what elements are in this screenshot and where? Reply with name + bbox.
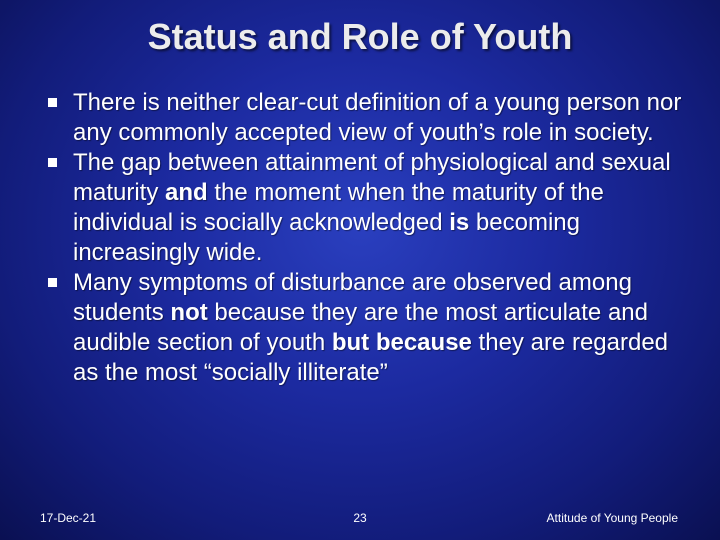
bullet-text: Many symptoms of disturbance are observed among students <box>73 269 632 326</box>
bullet-list <box>48 88 688 388</box>
square-bullet-icon <box>48 98 57 107</box>
bullet-item <box>48 148 688 268</box>
footer-presentation-title: Attitude of Young People <box>546 511 678 525</box>
square-bullet-icon <box>48 158 57 167</box>
bullet-text: There is neither clear-cut definition of a young person nor any commonly accepted view of youth’s role in society. <box>73 89 682 146</box>
bullet-emphasis: is <box>449 209 470 236</box>
slide-title: Status and Role of Youth <box>147 16 573 57</box>
square-bullet-icon <box>48 278 57 287</box>
bullet-text: The gap between attainment of physiological and sexual maturity <box>73 149 671 206</box>
bullet-emphasis: not <box>170 299 208 326</box>
footer-date: 17-Dec-21 <box>40 511 97 525</box>
bullet-item <box>48 88 688 148</box>
bullet-item <box>48 268 688 388</box>
bullet-emphasis: and <box>165 179 208 206</box>
bullet-text: the moment when the maturity of the individual is socially acknowledged <box>73 179 604 236</box>
bullet-text: they are regarded as the most “socially illiterate” <box>73 329 669 386</box>
footer-page-number: 23 <box>353 511 367 525</box>
bullet-emphasis: but because <box>331 329 472 356</box>
bullet-text: because they are the most articulate and audible section of youth <box>73 299 648 356</box>
bullet-text: becoming increasingly wide. <box>73 209 580 266</box>
